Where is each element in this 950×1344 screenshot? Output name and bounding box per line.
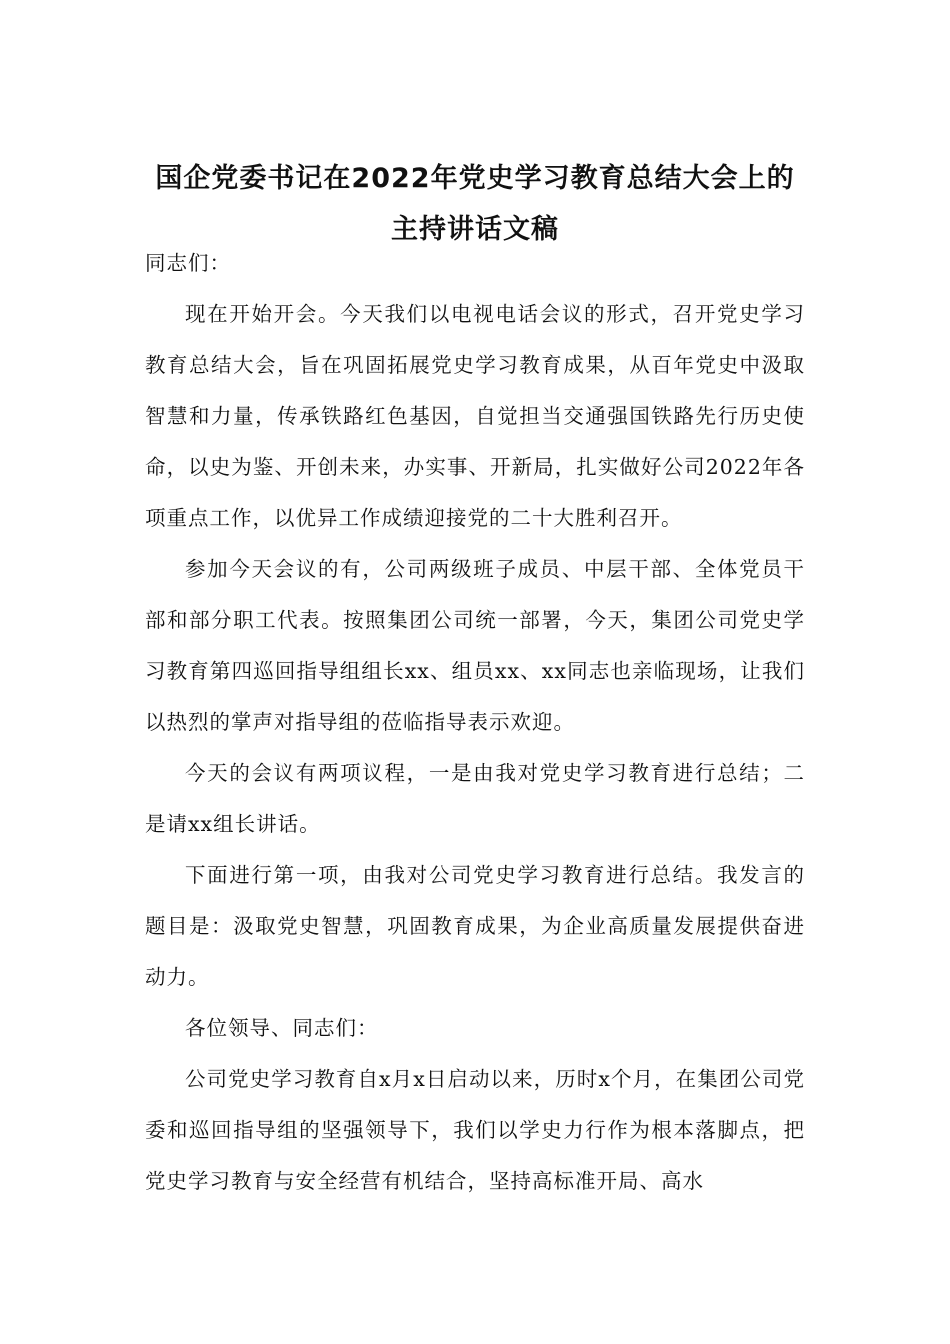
paragraph-agenda: 今天的会议有两项议程，一是由我对党史学习教育进行总结；二是请xx组长讲话。: [145, 761, 805, 836]
paragraph-greeting: 各位领导、同志们：: [185, 1016, 379, 1040]
document-title-line-2: 主持讲话文稿: [391, 214, 559, 245]
salutation: 同志们：: [145, 251, 231, 275]
paragraph-summary: 公司党史学习教育自x月x日启动以来，历时x个月，在集团公司党委和巡回指导组的坚强领导下，我们以学史力行作为根本落脚点，把党史学习教育与安全经营有机结合，坚持高标准开局、高水: [145, 1067, 805, 1193]
paragraph-opening: 现在开始开会。今天我们以电视电话会议的形式，召开党史学习教育总结大会，旨在巩固拓展党史学习教育成果，从百年党史中汲取智慧和力量，传承铁路红色基因，自觉担当交通强国铁路先行历史使命，以史为鉴、开创未来，办实事、开新局，扎实做好公司2022年各项重点工作，以优异工作成绩迎接党的二十大胜利召开。: [145, 302, 805, 530]
document-title-line-1: 国企党委书记在2022年党史学习教育总结大会上的: [155, 163, 795, 194]
paragraph-first-item: 下面进行第一项，由我对公司党史学习教育进行总结。我发言的题目是：汲取党史智慧，巩固教育成果，为企业高质量发展提供奋进动力。: [145, 863, 805, 989]
document-body: [145, 238, 805, 1207]
paragraph-attendees: 参加今天会议的有，公司两级班子成员、中层干部、全体党员干部和部分职工代表。按照集团公司统一部署，今天，集团公司党史学习教育第四巡回指导组组长xx、组员xx、xx同志也亲临现场，让我们以热烈的掌声对指导组的莅临指导表示欢迎。: [145, 557, 805, 734]
